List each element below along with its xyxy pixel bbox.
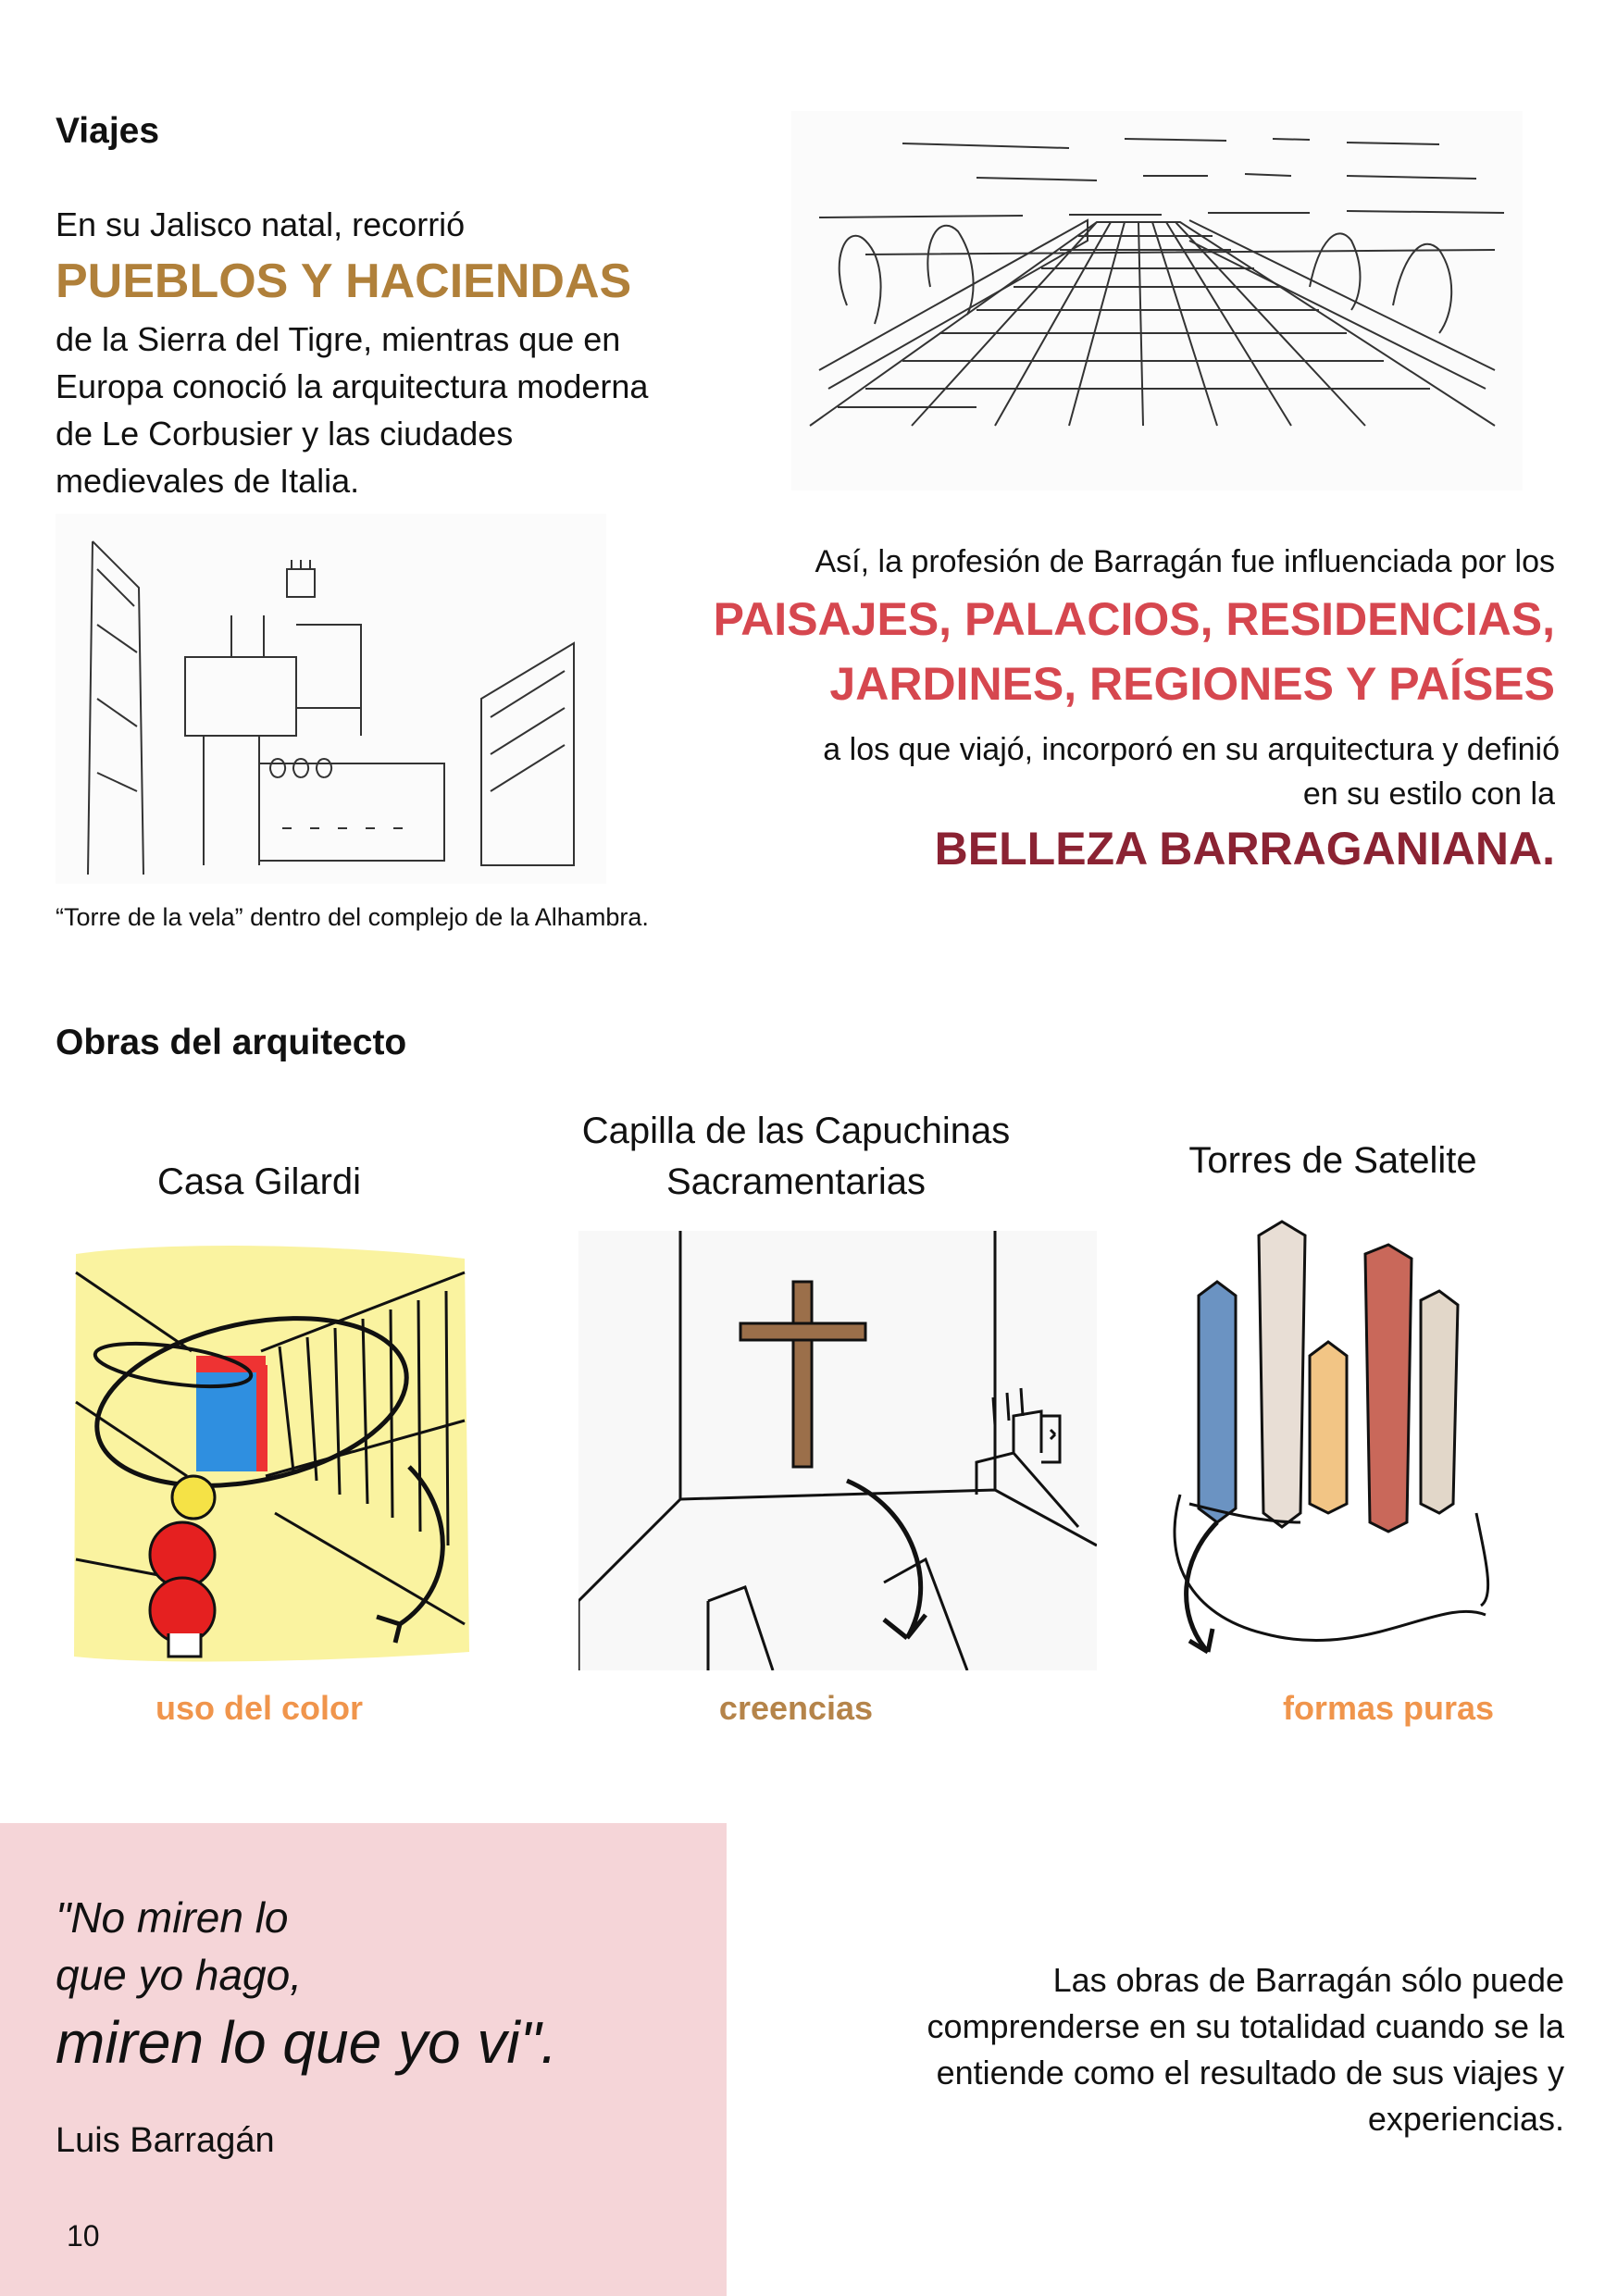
travel-line-4: medievales de Italia. [56, 462, 360, 500]
summary-line-4: experiencias. [1367, 2100, 1564, 2138]
torres-satelite-sketch [1134, 1208, 1541, 1707]
quote-author: Luis Barragán [56, 2121, 275, 2160]
travel-heading: Viajes [56, 111, 160, 151]
travel-intro: En su Jalisco natal, recorrió [56, 205, 466, 243]
influence-conclusion: BELLEZA BARRAGANIANA. [934, 823, 1555, 875]
travel-line-2: Europa conoció la arquitectura moderna [56, 367, 649, 405]
work-title-casa-gilardi: Casa Gilardi [156, 1161, 362, 1202]
works-heading: Obras del arquitecto [56, 1023, 407, 1062]
summary-line-1: Las obras de Barragán sólo puede [1052, 1961, 1564, 1999]
influence-intro: Así, la profesión de Barragán fue influenciada por los [815, 544, 1555, 579]
work-title-capilla-1: Capilla de las Capuchinas [581, 1111, 1011, 1151]
influence-line-2: en su estilo con la [1302, 776, 1555, 812]
capilla-sketch [578, 1231, 1097, 1670]
influence-highlight-2: JARDINES, REGIONES Y PAÍSES [829, 658, 1555, 710]
travel-line-3: de Le Corbusier y las ciudades [56, 415, 514, 453]
summary-line-3: entiende como el resultado de sus viajes y [936, 2054, 1564, 2091]
summary-line-2: comprenderse en su totalidad cuando se la [927, 2007, 1564, 2045]
influence-line-1: a los que viajó, incorporó en su arquitectura y definió [823, 732, 1560, 767]
quote-line-3: miren lo que yo vi". [56, 2009, 558, 2076]
work-tag-casa-gilardi: uso del color [155, 1689, 364, 1727]
quote-line-1: "No miren lo [56, 1893, 289, 1942]
travel-line-1: de la Sierra del Tigre, mientras que en [56, 320, 621, 358]
travel-highlight: PUEBLOS Y HACIENDAS [56, 254, 632, 308]
work-title-capilla-2: Sacramentarias [665, 1161, 927, 1202]
alhambra-caption: “Torre de la vela” dentro del complejo de la Alhambra. [56, 903, 649, 931]
casa-gilardi-sketch [67, 1235, 474, 1670]
work-title-torres: Torres de Satelite [1188, 1140, 1477, 1181]
quote-panel [0, 1823, 727, 2296]
page-number: 10 [67, 2219, 100, 2253]
bridge-sketch [791, 111, 1523, 490]
work-tag-capilla: creencias [718, 1689, 874, 1727]
quote-line-2: que yo hago, [56, 1951, 303, 1999]
work-tag-torres: formas puras [1282, 1689, 1495, 1727]
influence-highlight-1: PAISAJES, PALACIOS, RESIDENCIAS, [713, 593, 1555, 645]
alhambra-sketch [56, 514, 606, 884]
